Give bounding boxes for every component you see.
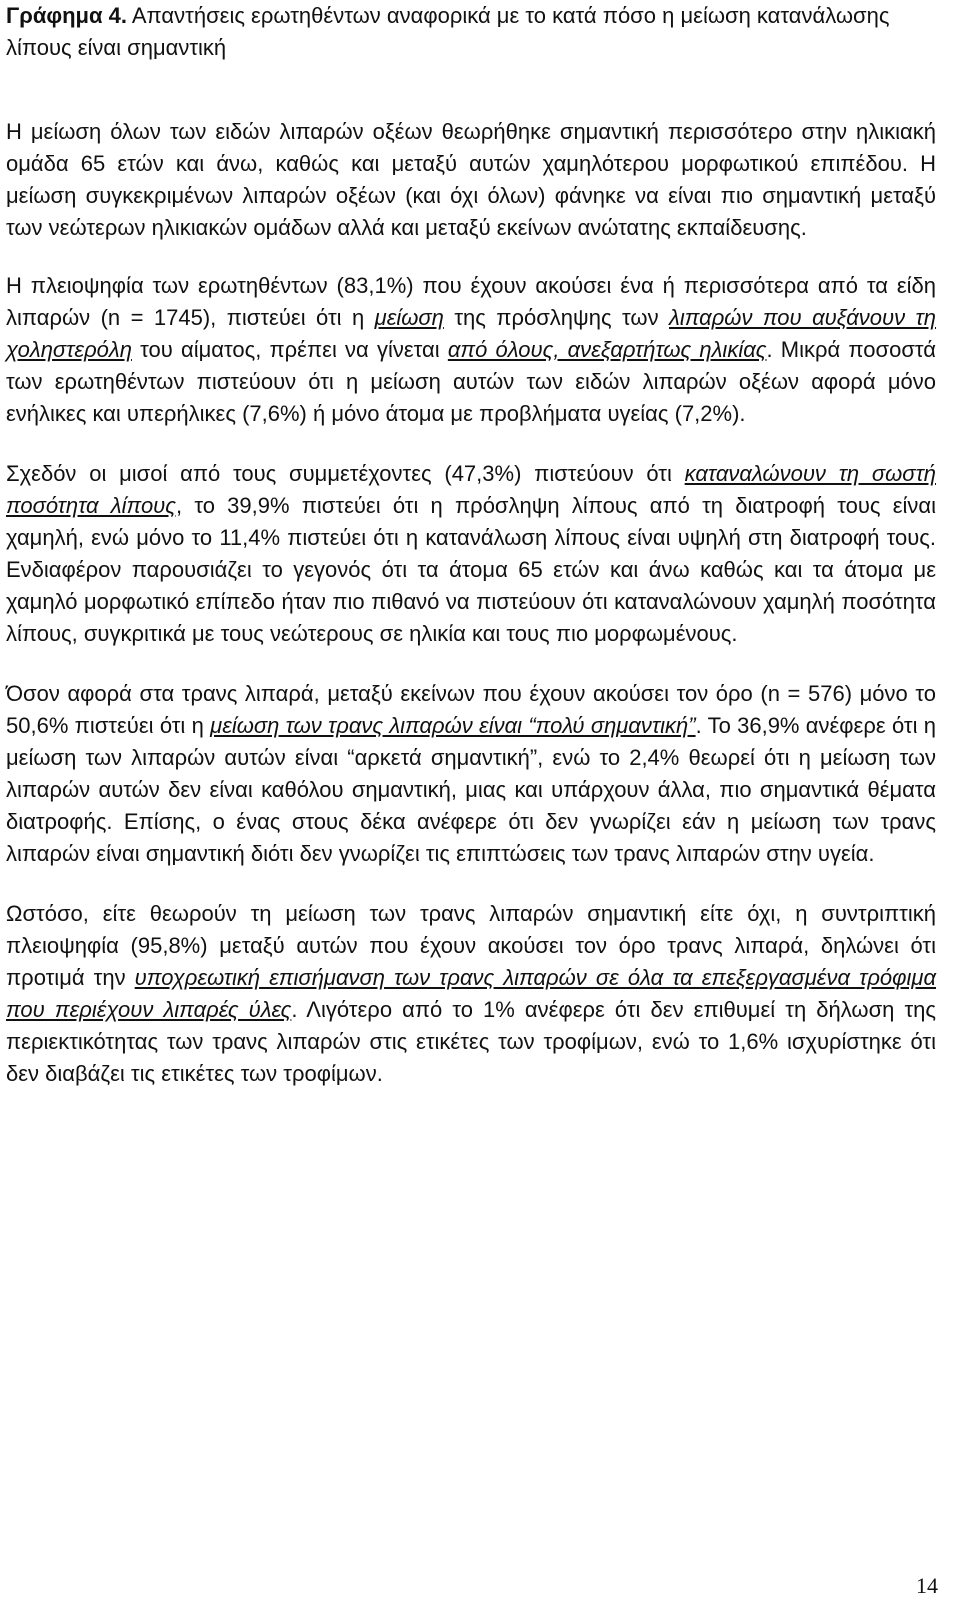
- figure-caption-text: Απαντήσεις ερωτηθέντων αναφορικά με το κατά πόσο η μείωση κατανάλωσης λίπους είναι σημαντική: [6, 3, 890, 60]
- paragraph-text: Ωστόσο, είτε θεωρούν τη μείωση των τρανς λιπαρών σημαντική είτε όχι, η συντριπτική πλειοψηφία (95,8%) μεταξύ αυτών που έχουν ακούσει τον όρο τρανς λιπαρά, δηλώνει ότι προτιμά την: [6, 901, 936, 990]
- paragraph-text: της πρόσληψης των: [443, 305, 670, 330]
- paragraph-text: , το 39,9% πιστεύει ότι η πρόσληψη λίπους από τη διατροφή τους είναι χαμηλή, ενώ μόνο το 11,4% πιστεύει ότι η κατανάλωση λίπους είναι υψηλή στη διατροφή τους. Ενδιαφέρον παρουσιάζει το γεγονός ότι τα άτομα 65 ετών και άνω καθώς και τα άτομα με χαμηλό μορφωτικό επίπεδο ήταν πιο πιθανό να πιστεύουν ότι καταναλώνουν χαμηλή ποσότητα λίπους, συγκριτικά με τους νεώτερους σε ηλικία και τους πιο μορφωμένους.: [6, 493, 937, 646]
- paragraph-reduction-opinion: [6, 270, 936, 430]
- paragraph-text: του αίματος, πρέπει να γίνεται: [131, 337, 448, 362]
- figure-caption: [6, 0, 936, 64]
- emphasis-text: καταναλώνουν τη σωστή ποσότητα λίπους: [6, 461, 937, 518]
- emphasis-text: λιπαρών που αυξάνουν τη χοληστερόλη: [6, 305, 937, 362]
- paragraph-text: Όσον αφορά στα τρανς λιπαρά, μεταξύ εκείνων που έχουν ακούσει τον όρο (n = 576) μόνο το 50,6% πιστεύει ότι η: [6, 681, 936, 738]
- figure-caption-label: Γράφημα 4.: [6, 3, 127, 28]
- paragraph-trans-fats: [6, 678, 936, 870]
- emphasis-text: υποχρεωτική επισήμανση των τρανς λιπαρών σε όλα τα επεξεργασμένα τρόφιμα που περιέχουν λιπαρές ύλες: [6, 965, 936, 1022]
- paragraph-age-education: [6, 116, 936, 244]
- emphasis-text: μείωση: [374, 305, 444, 330]
- emphasis-text: μείωση των τρανς λιπαρών είναι “πολύ σημαντική”: [210, 713, 696, 738]
- document-page: [6, 0, 936, 1090]
- paragraph-text: Σχεδόν οι μισοί από τους συμμετέχοντες (47,3%) πιστεύουν ότι: [6, 461, 685, 486]
- paragraph-text: Η πλειοψηφία των ερωτηθέντων (83,1%) που έχουν ακούσει ένα ή περισσότερα από τα είδη λιπαρών (n = 1745), πιστεύει ότι η: [6, 273, 936, 330]
- paragraph-labelling: [6, 898, 936, 1090]
- emphasis-text: από όλους, ανεξαρτήτως ηλικίας: [447, 337, 767, 362]
- paragraph-text: . Το 36,9% ανέφερε ότι η μείωση των λιπαρών αυτών είναι “αρκετά σημαντική”, ενώ το 2,4% θεωρεί ότι η μείωση των λιπαρών αυτών δεν είναι καθόλου σημαντική, μιας και υπάρχουν άλλα, πιο σημαντικά θέματα διατροφής. Επίσης, ο ένας στους δέκα ανέφερε ότι δεν γνωρίζει εάν η μείωση των τρανς λιπαρών είναι σημαντική διότι δεν γνωρίζει τις επιπτώσεις των τρανς λιπαρών στην υγεία.: [6, 713, 936, 866]
- paragraph-fat-intake: [6, 458, 936, 650]
- paragraph-text: . Λιγότερο από το 1% ανέφερε ότι δεν επιθυμεί τη δήλωση της περιεκτικότητας των τρανς λιπαρών στις ετικέτες των τροφίμων, ενώ το 1,6% ισχυρίστηκε ότι δεν διαβάζει τις ετικέτες των τροφίμων.: [6, 997, 937, 1086]
- page-number: 14: [916, 1573, 938, 1598]
- paragraph-text: . Μικρά ποσοστά των ερωτηθέντων πιστεύουν ότι η μείωση αυτών των ειδών λιπαρών οξέων αφορά μόνο ενήλικες και υπερήλικες (7,6%) ή μόνο άτομα με προβλήματα υγείας (7,2%).: [6, 337, 936, 426]
- paragraph-text: Η μείωση όλων των ειδών λιπαρών οξέων θεωρήθηκε σημαντική περισσότερο στην ηλικιακή ομάδα 65 ετών και άνω, καθώς και μεταξύ αυτών χαμηλότερου μορφωτικού επιπέδου. Η μείωση συγκεκριμένων λιπαρών οξέων (και όχι όλων) φάνηκε να είναι πιο σημαντική μεταξύ των νεώτερων ηλικιακών ομάδων αλλά και μεταξύ εκείνων ανώτατης εκπαίδευσης.: [6, 119, 936, 240]
